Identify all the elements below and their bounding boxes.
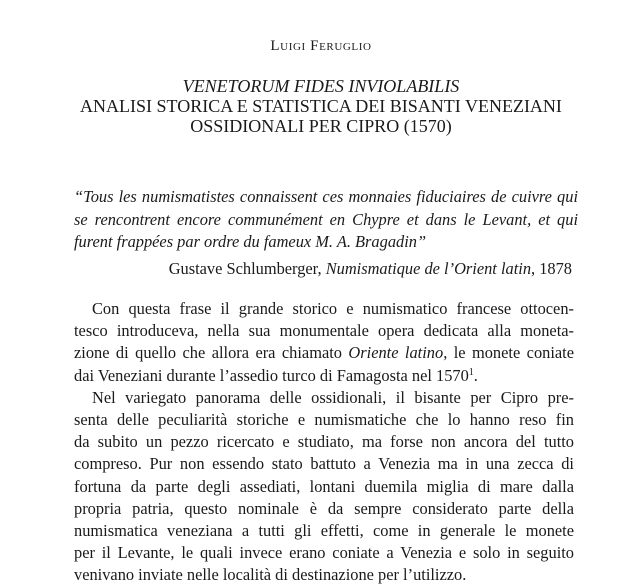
body-text-run: zione di quello che allora era chiamato xyxy=(74,343,349,363)
title-line-2: ANALISI STORICA E STATISTICA DEI BISANTI VENEZIANI xyxy=(80,96,562,116)
attribution-author: Gustave Schlumberger, xyxy=(168,259,326,278)
body-line: da subito un pezzo ricercato e studiato, ma forse non ancora del tutto xyxy=(74,432,574,452)
body-line: venivano inviate nelle località di destinazione per l’utilizzo. xyxy=(74,565,467,585)
body-line: fortuna da parte degli assediati, lontani duemila miglia di mare dalla xyxy=(74,476,574,496)
body-text-run: . xyxy=(473,365,478,385)
body-line: senta delle peculiarità storiche e numismatiche che lo hanno reso fin xyxy=(74,409,574,429)
body-line xyxy=(74,365,574,387)
body-line: tesco introduceva, nella sua monumentale opera dedicata alla moneta- xyxy=(74,321,574,341)
body-line: Nel variegato panorama delle ossidionali, il bisante per Cipro pre- xyxy=(92,387,574,407)
attribution-work: Numismatique de l’Orient latin xyxy=(325,259,532,278)
emphasis-text: Oriente latino xyxy=(348,343,444,363)
body-text xyxy=(74,298,574,586)
title-line-3: OSSIDIONALI PER CIPRO (1570) xyxy=(190,116,452,136)
epigraph-attribution xyxy=(74,258,572,280)
body-line: per il Levante, le quali invece erano coniate a Venezia e solo in seguito xyxy=(74,543,574,563)
epigraph-quote: “Tous les numismatistes connaissent ces monnaies fiduciaires de cuivre qui se rencontrent encore communément en Chypre et dans le Levant, et qui furent frappées par ordre du fameux M. A. Bragadin” xyxy=(74,187,578,251)
body-line: numismatica veneziana a tutti gli effetti, come in generale le monete xyxy=(74,520,574,540)
footnote-marker[interactable]: 1 xyxy=(468,366,474,378)
body-line xyxy=(74,342,574,364)
title-line-latin: VENETORUM FIDES INVIOLABILIS xyxy=(182,76,460,96)
body-line: propria patria, questo nominale è da sempre considerato parte della xyxy=(74,498,574,518)
body-line: compreso. Pur non essendo stato battuto a Venezia ma in una zecca di xyxy=(74,454,574,474)
article-title xyxy=(0,76,642,136)
attribution-year: , 1878 xyxy=(531,259,572,278)
body-text-run: dai Veneziani durante l’assedio turco di Famagosta nel 1570 xyxy=(74,365,469,385)
author-name: Luigi Feruglio xyxy=(270,38,372,54)
body-text-run: , le monete coniate xyxy=(443,343,574,363)
body-line: Con questa frase il grande storico e numismatico francese ottocen- xyxy=(92,299,574,318)
